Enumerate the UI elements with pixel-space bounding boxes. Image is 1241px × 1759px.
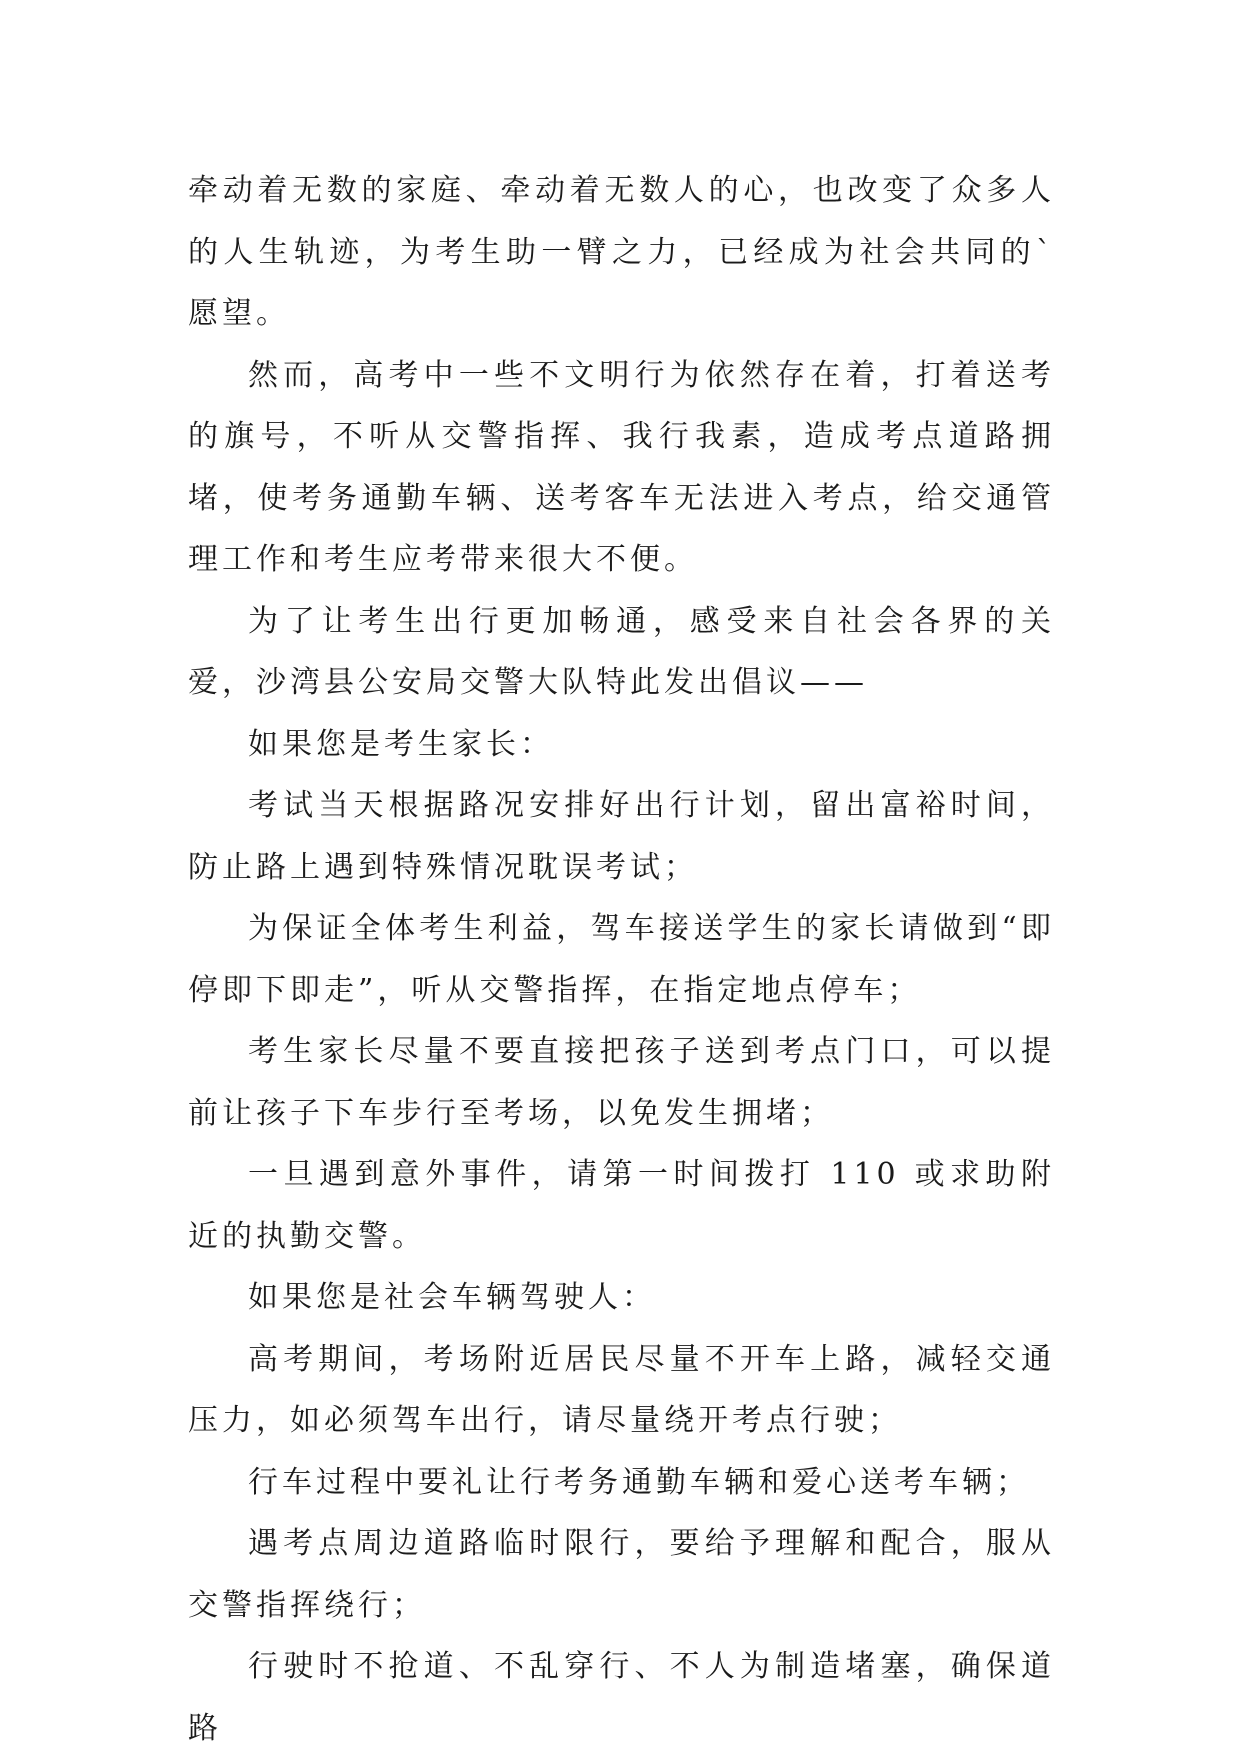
section-heading-parents: 如果您是考生家长： — [248, 726, 554, 762]
paragraph-13: 行驶时不抢道、不乱穿行、不人为制造堵塞，确保道路 — [188, 1649, 1055, 1746]
paragraph-8: 一旦遇到意外事件，请第一时间拨打 110 或求助附近的执勤交警。 — [188, 1157, 1055, 1254]
paragraph-2: 然而，高考中一些不文明行为依然存在着，打着送考的旗号，不听从交警指挥、我行我素，造成考点道路拥堵，使考务通勤车辆、送考客车无法进入考点，给交通管理工作和考生应考带来很大不便。 — [188, 357, 1055, 577]
paragraph-1: 牵动着无数的家庭、牵动着无数人的心，也改变了众多人的人生轨迹，为考生助一臂之力，已经成为社会共同的`愿望。 — [188, 173, 1055, 331]
paragraph-11: 行车过程中要礼让行考务通勤车辆和爱心送考车辆； — [248, 1464, 1030, 1500]
paragraph-5: 考试当天根据路况安排好出行计划，留出富裕时间，防止路上遇到特殊情况耽误考试； — [188, 788, 1055, 885]
paragraph-10: 高考期间，考场附近居民尽量不开车上路，减轻交通压力，如必须驾车出行，请尽量绕开考点行驶； — [188, 1341, 1055, 1438]
section-heading-drivers: 如果您是社会车辆驾驶人： — [248, 1280, 656, 1315]
paragraph-7: 考生家长尽量不要直接把孩子送到考点门口，可以提前让孩子下车步行至考场，以免发生拥堵； — [188, 1034, 1055, 1131]
paragraph-3: 为了让考生出行更加畅通，感受来自社会各界的关爱，沙湾县公安局交警大队特此发出倡议—— — [188, 603, 1055, 700]
document-page — [188, 160, 1055, 1759]
paragraph-12: 遇考点周边道路临时限行，要给予理解和配合，服从交警指挥绕行； — [188, 1526, 1055, 1623]
paragraph-6: 为保证全体考生利益，驾车接送学生的家长请做到“即停即下即走”，听从交警指挥，在指定地点停车； — [188, 911, 1055, 1008]
